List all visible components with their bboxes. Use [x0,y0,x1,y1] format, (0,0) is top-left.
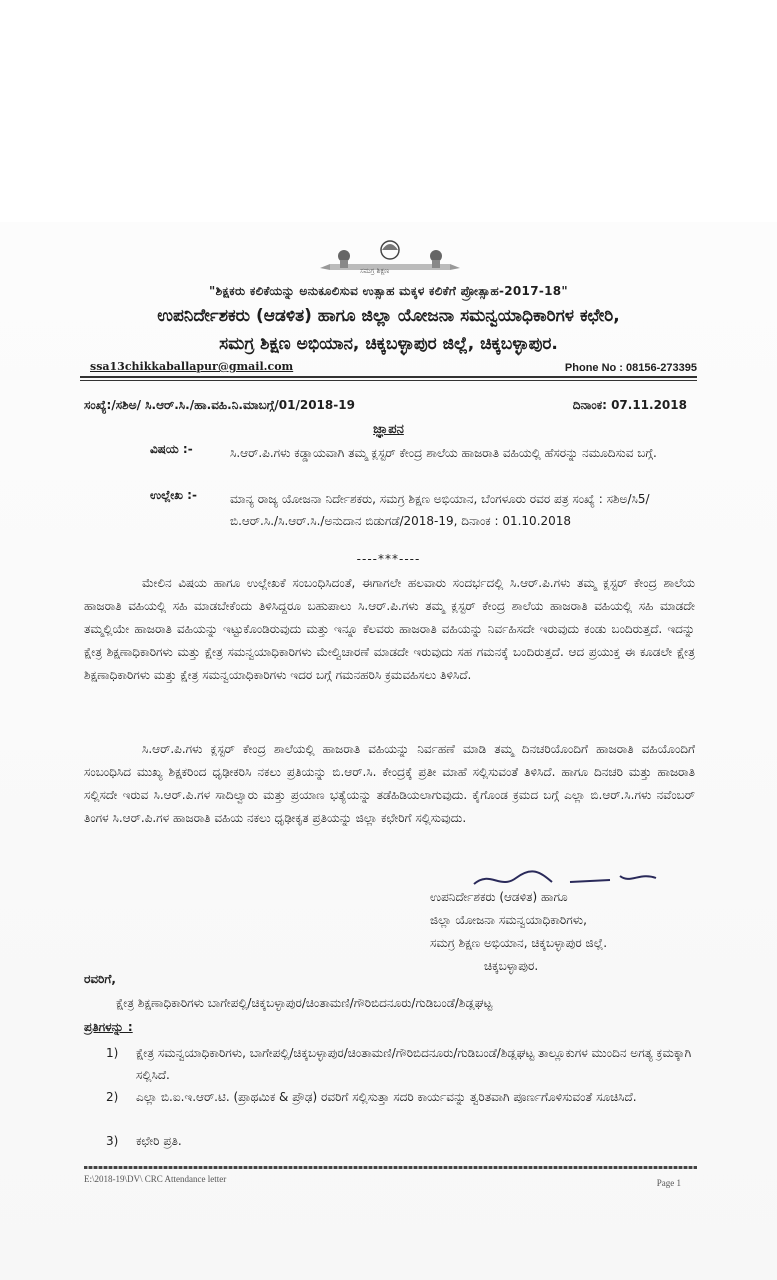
signature-block [430,886,730,978]
footer-page-number: Page 1 [656,1178,681,1188]
copy-text: ಕ್ಷೇತ್ರ ಸಮನ್ವಯಾಧಿಕಾರಿಗಳು, ಬಾಗೇಪಲ್ಲಿ/ಚಿಕ್ಕಬಳ್ಳಾಪುರ/ಚಿಂತಾಮಣಿ/ಗೌರಿಬಿದನೂರು/ಗುಡಿಬಂಡೆ/ಶಿಡ್ಲಘಟ್ಟ ತಾಲ್ಲೂಕುಗಳ ಮುಂದಿನ ಅಗತ್ಯ ಕ್ರಮಕ್ಕಾಗಿ ಸಲ್ಲಿಸಿದೆ. [136,1046,692,1082]
footer-rule [84,1166,697,1169]
top-margin [0,0,777,222]
subject-text: ಸಿ.ಆರ್.ಪಿ.ಗಳು ಕಡ್ಡಾಯವಾಗಿ ತಮ್ಮ ಕ್ಲಸ್ಟರ್ ಕೇಂದ್ರ ಶಾಲೆಯ ಹಾಜರಾತಿ ವಹಿಯಲ್ಲಿ ಹೆಸರನ್ನು ನಮೂದಿಸುವ ಬಗ್ಗೆ. [230,446,657,460]
phone-number: Phone No : 08156-273395 [564,362,697,374]
reference-block [150,488,697,554]
copy-text: ಎಲ್ಲಾ ಬಿ.ಐ.ಇ.ಆರ್.ಟಿ. (ಪ್ರಾಥಮಿಕ & ಪ್ರೌಢ) ರವರಿಗೆ ಸಲ್ಲಿಸುತ್ತಾ ಸದರಿ ಕಾರ್ಯವನ್ನು ತ್ವರಿತವಾಗಿ ಪೂರ್ಣಗೊಳಿಸುವಂತೆ ಸೂಚಿಸಿದೆ. [136,1090,637,1104]
reference-label: ಉಲ್ಲೇಖ :- [150,488,197,502]
slogan: "ಶಿಕ್ಷಕರು ಕಲಿಕೆಯನ್ನು ಅನುಕೂಲಿಸುವ ಉತ್ಸಾಹ ಮಕ್ಕಳ ಕಲಿಕೆಗೆ ಪ್ರೋತ್ಸಾಹ-2017-18" [209,284,568,298]
to-label: ರವರಿಗೆ, [84,972,116,986]
signatory-title-4: ಚಿಕ್ಕಬಳ್ಳಾಪುರ. [484,959,539,973]
signatory-title-1: ಉಪನಿರ್ದೇಶಕರು (ಆಡಳಿತ) ಹಾಗೂ [430,890,568,904]
copy-text: ಕಛೇರಿ ಪ್ರತಿ. [136,1134,182,1148]
body-paragraph-2: ಸಿ.ಆರ್.ಪಿ.ಗಳು ಕ್ಲಸ್ಟರ್ ಕೇಂದ್ರ ಶಾಲೆಯಲ್ಲಿ ಹಾಜರಾತಿ ವಹಿಯನ್ನು ನಿರ್ವಹಣೆ ಮಾಡಿ ತಮ್ಮ ದಿನಚರಿಯೊಂದಿಗೆ ಹಾಜರಾತಿ ವಹಿಯೊಂದಿಗೆ ಸಂಬಂಧಿಸಿದ ಮುಖ್ಯ ಶಿಕ್ಷಕರಿಂದ ಧೃಢೀಕರಿಸಿ ನಕಲು ಪ್ರತಿಯನ್ನು ಬಿ.ಆರ್.ಸಿ. ಕೇಂದ್ರಕ್ಕೆ ಪ್ರತೀ ಮಾಹೆ ಸಲ್ಲಿಸುವಂತೆ ತಿಳಿಸಿದೆ. ಹಾಗೂ ದಿನಚರಿ ಮತ್ತು ಹಾಜರಾತಿ ಸಲ್ಲಿಸದೇ ಇರುವ ಸಿ.ಆರ್.ಪಿ.ಗಳ ಸಾದಿಲ್ವಾರು ಮತ್ತು ಪ್ರಯಾಣ ಭತ್ಯೆಯನ್ನು ತಡೆಹಿಡಿಯಲಾಗುವುದು. ಕೈಗೊಂಡ ಕ್ರಮದ ಬಗ್ಗೆ ಎಲ್ಲಾ ಬಿ.ಆರ್.ಸಿ.ಗಳು ನವೆಂಬರ್ ತಿಂಗಳ ಸಿ.ಆರ್.ಪಿ.ಗಳ ಹಾಜರಾತಿ ವಹಿಯ ನಕಲು ಧೃಢೀಕೃತ ಪ್ರತಿಯನ್ನು ಜಿಲ್ಲಾ ಕಛೇರಿಗೆ ಸಲ್ಲಿಸುವುದು. [84,742,695,825]
subject-label: ವಿಷಯ :- [150,442,193,456]
copy-number: 2) [106,1090,119,1104]
to-recipients: ಕ್ಷೇತ್ರ ಶಿಕ್ಷಣಾಧಿಕಾರಿಗಳು ಬಾಗೇಪಲ್ಲಿ/ಚಿಕ್ಕಬಳ್ಳಾಪುರ/ಚಿಂತಾಮಣಿ/ಗೌರಿಬಿದನೂರು/ಗುಡಿಬಂಡೆ/ಶಿಡ್ಲಘಟ್ಟ [116,996,493,1010]
copy-number: 3) [106,1134,119,1148]
signatory-title-2: ಜಿಲ್ಲಾ ಯೋಜನಾ ಸಮನ್ವಯಾಧಿಕಾರಿಗಳು, [430,913,587,927]
email-address: ssa13chikkaballapur@gmail.com [90,360,294,373]
subject-block [150,442,697,486]
header-rule-thin [80,380,697,381]
office-name-line2: ಸಮಗ್ರ ಶಿಕ್ಷಣ ಅಭಿಯಾನ, ಚಿಕ್ಕಬಳ್ಳಾಪುರ ಜಿಲ್ಲೆ, ಚಿಕ್ಕಬಳ್ಳಾಪುರ. [219,334,558,354]
header-rule [80,376,697,378]
copy-number: 1) [106,1046,119,1060]
samagra-shikshana-logo-icon [320,232,460,282]
memo-title: ಜ್ಞಾಪನ [373,422,404,437]
body-paragraph-1: ಮೇಲಿನ ವಿಷಯ ಹಾಗೂ ಉಲ್ಲೇಖಕೆ ಸಂಬಂಧಿಸಿದಂತೆ, ಈಗಾಗಲೇ ಹಲವಾರು ಸಂದರ್ಭದಲ್ಲಿ ಸಿ.ಆರ್.ಪಿ.ಗಳು ತಮ್ಮ ಕ್ಲಸ್ಟರ್ ಕೇಂದ್ರ ಶಾಲೆಯ ಹಾಜರಾತಿ ವಹಿಯಲ್ಲಿ ಸಹಿ ಮಾಡಬೇಕೆಂದು ತಿಳಿಸಿದ್ದರೂ ಬಹುಪಾಲು ಸಿ.ಆರ್.ಪಿ.ಗಳು ತಮ್ಮ ಕ್ಲಸ್ಟರ್ ಕೇಂದ್ರ ಶಾಲೆಯ ಹಾಜರಾತಿ ವಹಿಯಲ್ಲಿ ಸಹಿ ಮಾಡದೇ ತಮ್ಮಲ್ಲಿಯೇ ಹಾಜರಾತಿ ವಹಿಯನ್ನು ಇಟ್ಟುಕೊಂಡಿರುವುದು ಮತ್ತು ಇನ್ನೂ ಕೆಲವರು ಹಾಜರಾತಿ ವಹಿಯನ್ನು ನಿರ್ವಹಿಸದೇ ಇರುವುದು ಕಂಡು ಬಂದಿರುತ್ತದೆ. ಇದನ್ನು ಕ್ಷೇತ್ರ ಶಿಕ್ಷಣಾಧಿಕಾರಿಗಳು ಮತ್ತು ಕ್ಷೇತ್ರ ಸಮನ್ವಯಾಧಿಕಾರಿಗಳು ಮೇಲ್ವಿಚಾರಣೆ ಮಾಡದೇ ಇರುವುದು ಸಹ ಗಮನಕ್ಕೆ ಬಂದಿರುತ್ತದೆ. ಆದ ಪ್ರಯುಕ್ತ ಈ ಕೂಡಲೇ ಕ್ಷೇತ್ರ ಶಿಕ್ಷಣಾಧಿಕಾರಿಗಳು ಮತ್ತು ಕ್ಷೇತ್ರ ಸಮನ್ವಯಾಧಿಕಾರಿಗಳು ಇದರ ಬಗ್ಗೆ ಗಮನಹರಿಸಿ ಕ್ರಮವಹಿಸಲು ತಿಳಿಸಿದೆ. [84,576,695,682]
reference-text: ಮಾನ್ಯ ರಾಜ್ಯ ಯೋಜನಾ ನಿರ್ದೇಶಕರು, ಸಮಗ್ರ ಶಿಕ್ಷಣ ಅಭಿಯಾನ, ಬೆಂಗಳೂರು ರವರ ಪತ್ರ ಸಂಖ್ಯೆ : ಸಶಿಅ/ಸಿ5/ಬಿ.ಆರ್.ಸಿ./ಸಿ.ಆರ್.ಸಿ./ಅನುದಾನ ಬಿಡುಗಡೆ/2018-19, ದಿನಾಂಕ : 01.10.2018 [230,492,650,528]
logo-caption: ಸಮಗ್ರ ಶಿಕ್ಷಣ [360,267,390,275]
section-divider: ----***---- [356,552,421,566]
signatory-title-3: ಸಮಗ್ರ ಶಿಕ್ಷಣ ಅಭಿಯಾನ, ಚಿಕ್ಕಬಳ್ಳಾಪುರ ಜಿಲ್ಲೆ. [430,936,608,950]
letter-date: ದಿನಾಂಕ: 07.11.2018 [572,398,687,412]
letter-number: ಸಂಖ್ಯೆ:/ಸಶಿಅ/ ಸಿ.ಆರ್.ಸಿ./ಹಾ.ವಹಿ.ನಿ.ಮಾಬಗ್ಗೆ/01/2018-19 [84,398,355,412]
office-name-line1: ಉಪನಿರ್ದೇಶಕರು (ಆಡಳಿತ) ಹಾಗೂ ಜಿಲ್ಲಾ ಯೋಜನಾ ಸಮನ್ವಯಾಧಿಕಾರಿಗಳ ಕಛೇರಿ, [157,306,620,326]
footer-file-path: E:\2018-19\DV\ CRC Attendance letter [84,1174,227,1184]
copies-label: ಪ್ರತಿಗಳನ್ನು : [84,1020,133,1034]
